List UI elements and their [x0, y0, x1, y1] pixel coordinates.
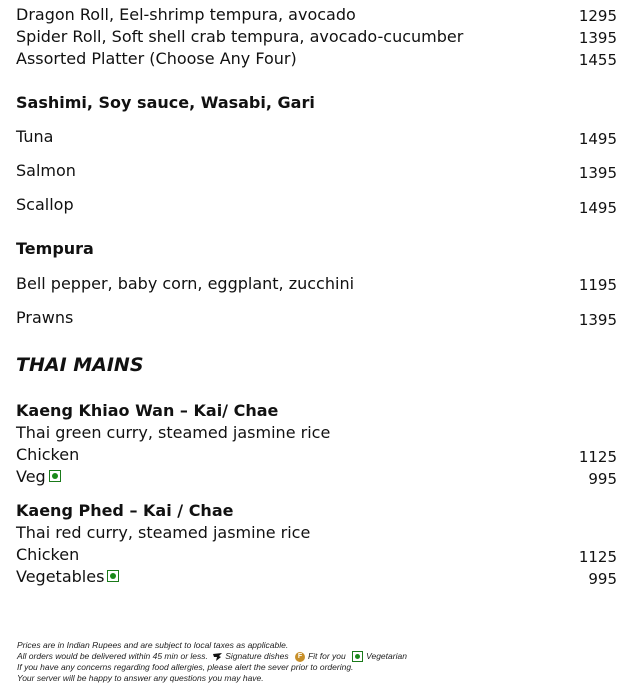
fit-for-you-label: Fit for you [307, 651, 346, 661]
footer-notes [17, 640, 407, 684]
signature-dishes-label: Signature dishes [225, 651, 289, 661]
menu-item-name: Scallop [16, 195, 74, 214]
signature-dish-icon [213, 653, 222, 661]
menu-item-price: 1455 [578, 51, 617, 69]
menu-item-price: 1495 [578, 199, 617, 217]
menu-item-price: 1495 [578, 130, 617, 148]
menu-item-name: Chicken [16, 445, 80, 464]
menu-item-price: 995 [588, 570, 617, 588]
category-title-thai-mains: THAI MAINS [16, 354, 144, 376]
dish-description: Thai green curry, steamed jasmine rice [16, 423, 331, 442]
dish-title-red-curry: Kaeng Phed – Kai / Chae [16, 501, 234, 520]
footer-line-allergies: If you have any concerns regarding food allergies, please alert the sever prior to ordering. [17, 662, 354, 673]
vegetarian-legend-icon [352, 651, 363, 662]
menu-item-price: 995 [588, 470, 617, 488]
menu-item-veg [16, 467, 61, 487]
menu-item-name: Prawns [16, 308, 74, 327]
menu-item-name: Bell pepper, baby corn, eggplant, zucchini [16, 274, 355, 293]
menu-item-price: 1125 [578, 448, 617, 466]
section-title-sashimi: Sashimi, Soy sauce, Wasabi, Gari [16, 93, 315, 112]
menu-item-name: Veg [16, 467, 46, 486]
footer-line-questions: Your server will be happy to answer any questions you may have. [17, 673, 264, 684]
menu-item-price: 1395 [578, 164, 617, 182]
menu-item-name: Tuna [16, 127, 54, 146]
fit-for-you-icon: F [295, 652, 305, 662]
dish-title-green-curry: Kaeng Khiao Wan – Kai/ Chae [16, 401, 279, 420]
menu-item-name: Assorted Platter (Choose Any Four) [16, 49, 297, 68]
menu-item-name: Vegetables [16, 567, 105, 586]
section-title-tempura: Tempura [16, 239, 94, 258]
menu-item-price: 1295 [578, 7, 617, 25]
menu-item-name: Salmon [16, 161, 76, 180]
dish-description: Thai red curry, steamed jasmine rice [16, 523, 311, 542]
menu-item-price: 1125 [578, 548, 617, 566]
vegetarian-icon [49, 470, 61, 482]
menu-item-name: Spider Roll, Soft shell crab tempura, avocado-cucumber [16, 27, 464, 46]
vegetarian-label: Vegetarian [366, 651, 407, 661]
menu-item-name: Chicken [16, 545, 80, 564]
footer-line-prices: Prices are in Indian Rupees and are subject to local taxes as applicable. [17, 640, 289, 650]
menu-item-price: 1395 [578, 29, 617, 47]
vegetarian-icon [107, 570, 119, 582]
footer-line-legend [17, 651, 407, 662]
menu-item-name: Dragon Roll, Eel-shrimp tempura, avocado [16, 5, 356, 24]
menu-item-price: 1395 [578, 311, 617, 329]
menu-item-price: 1195 [578, 276, 617, 294]
footer-delivery-text: All orders would be delivered within 45 min or less. [17, 651, 208, 661]
menu-item-veg [16, 567, 119, 587]
